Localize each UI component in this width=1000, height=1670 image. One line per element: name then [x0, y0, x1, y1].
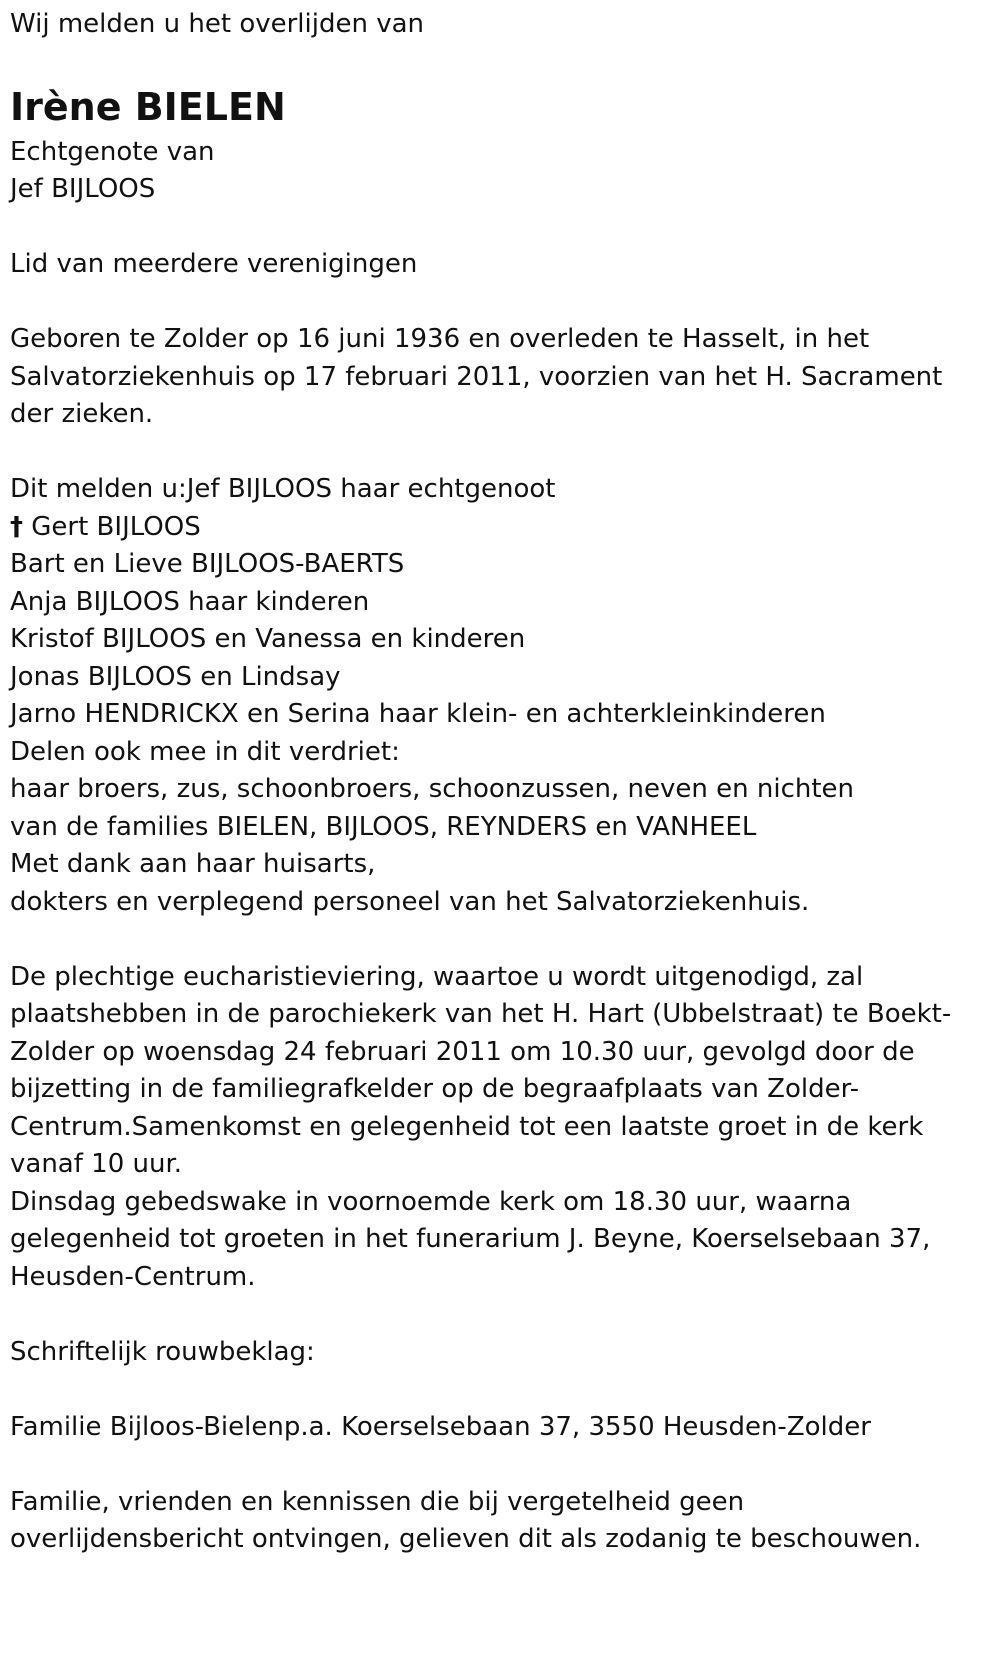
- spouse-name: Jef BIJLOOS: [10, 174, 156, 204]
- family-line: Delen ook mee in dit verdriet:: [10, 736, 400, 767]
- ceremony-line: De plechtige eucharistieviering, waartoe u wordt uitgenodigd, zal: [10, 961, 864, 992]
- birth-death-paragraph: [10, 321, 990, 434]
- condolence-label: Schriftelijk rouwbeklag:: [10, 1336, 315, 1367]
- family-line: Kristof BIJLOOS en Vanessa en kinderen: [10, 624, 526, 654]
- ceremony-line: Centrum.Samenkomst en gelegenheid tot een laatste groet in de kerk: [10, 1111, 924, 1142]
- family-line: Met dank aan haar huisarts,: [10, 849, 376, 879]
- spacer: [10, 209, 990, 247]
- spacer: [10, 434, 990, 472]
- family-line: van de families BIELEN, BIJLOOS, REYNDERS en VANHEEL: [10, 811, 757, 842]
- ceremony-line: plaatshebben in de parochiekerk van het H. Hart (Ubbelstraat) te Boekt-: [10, 999, 952, 1029]
- membership-text: Lid van meerdere verenigingen: [10, 249, 418, 279]
- family-line: Dit melden u:Jef BIJLOOS haar echtgenoot: [10, 474, 556, 504]
- birth-death-line: der zieken.: [10, 399, 154, 429]
- spacer: [10, 921, 990, 959]
- spacer: [10, 1296, 990, 1334]
- deceased-name: Irène BIELEN: [10, 84, 286, 129]
- spacer: [10, 1371, 990, 1409]
- ceremony-paragraph: [10, 959, 990, 1297]
- ceremony-line: Dinsdag gebedswake in voornoemde kerk om 18.30 uur, waarna: [10, 1186, 852, 1217]
- family-line: Jarno HENDRICKX en Serina haar klein- en achterkleinkinderen: [10, 699, 826, 729]
- family-paragraph: [10, 471, 990, 921]
- family-line: Bart en Lieve BIJLOOS-BAERTS: [10, 549, 405, 579]
- cross-icon: †: [10, 511, 23, 542]
- ceremony-line: Zolder op woensdag 24 februari 2011 om 10.30 uur, gevolgd door de: [10, 1036, 915, 1067]
- ceremony-line: bijzetting in de familiegrafkelder op de begraafplaats van Zolder-: [10, 1074, 860, 1104]
- family-line: Jonas BIJLOOS en Lindsay: [10, 661, 341, 692]
- spacer: [10, 1446, 990, 1484]
- deceased-child-name: Gert BIJLOOS: [31, 511, 201, 542]
- intro-text: Wij melden u het overlijden van: [10, 9, 425, 39]
- ceremony-line: vanaf 10 uur.: [10, 1149, 183, 1179]
- closing-line: overlijdensbericht ontvingen, gelieven dit als zodanig te beschouwen.: [10, 1524, 922, 1554]
- ceremony-line: Heusden-Centrum.: [10, 1261, 256, 1292]
- family-line: Anja BIJLOOS haar kinderen: [10, 586, 370, 617]
- family-line: dokters en verplegend personeel van het Salvatorziekenhuis.: [10, 886, 810, 917]
- ceremony-line: gelegenheid tot groeten in het funerarium J. Beyne, Koerselsebaan 37,: [10, 1224, 931, 1254]
- closing-paragraph: [10, 1484, 990, 1559]
- birth-death-line: Geboren te Zolder op 16 juni 1936 en overleden te Hasselt, in het: [10, 324, 870, 354]
- family-line: haar broers, zus, schoonbroers, schoonzussen, neven en nichten: [10, 774, 855, 804]
- spacer: [10, 284, 990, 322]
- closing-line: Familie, vrienden en kennissen die bij vergetelheid geen: [10, 1486, 745, 1517]
- family-line-deceased-child: [10, 509, 990, 547]
- birth-death-line: Salvatorziekenhuis op 17 februari 2011, voorzien van het H. Sacrament: [10, 361, 943, 392]
- condolence-address: Familie Bijloos-Bielenp.a. Koerselsebaan 37, 3550 Heusden-Zolder: [10, 1411, 871, 1442]
- relation-label: Echtgenote van: [10, 136, 215, 167]
